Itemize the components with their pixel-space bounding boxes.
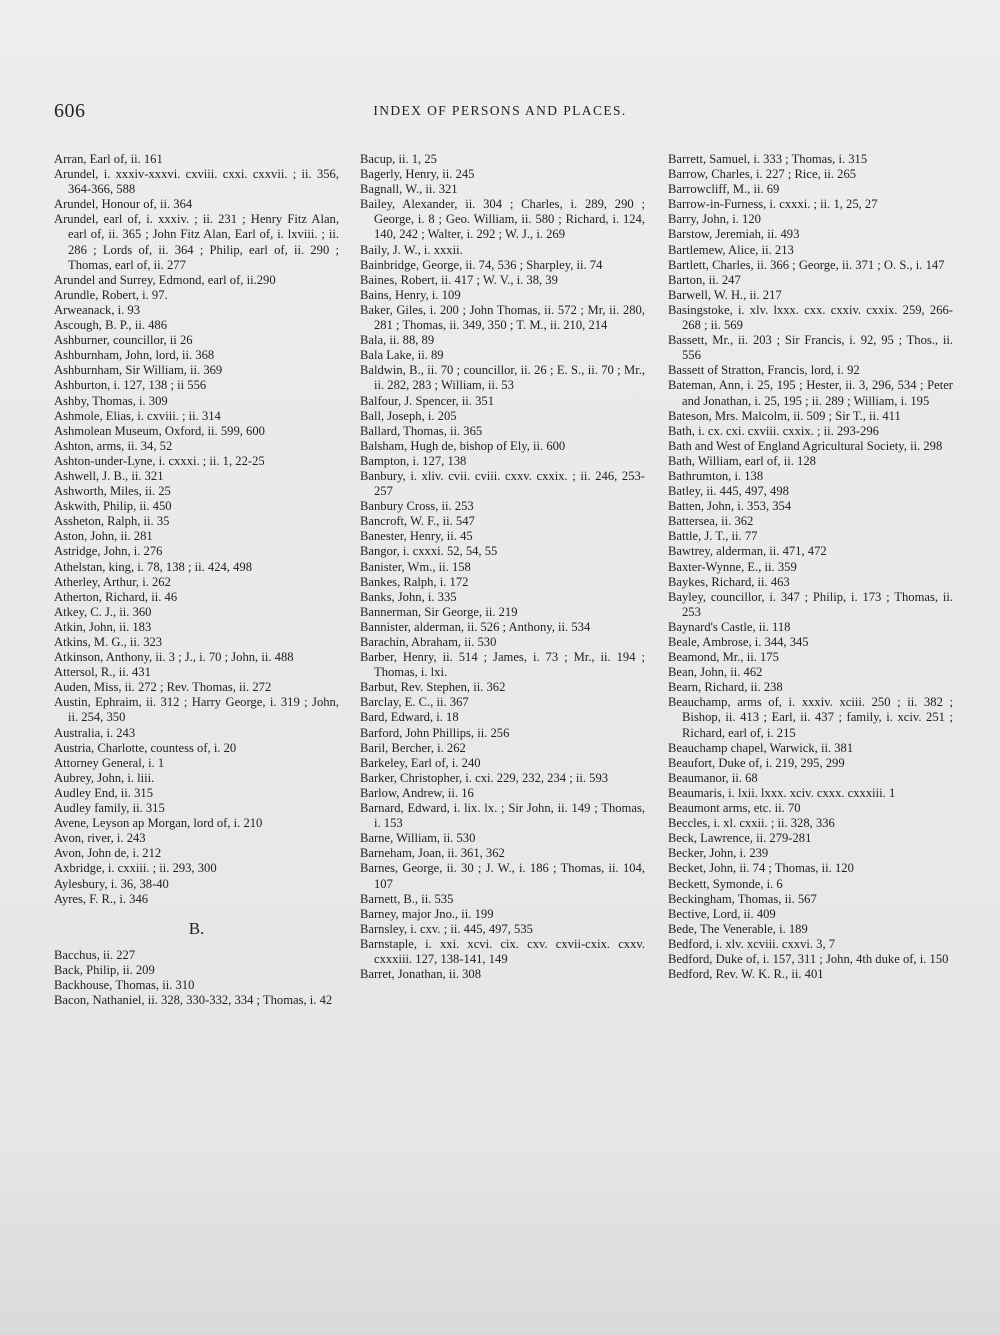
index-entry: Baily, J. W., i. xxxii.	[360, 242, 463, 257]
index-column-3	[668, 152, 953, 982]
index-entry: Barkeley, Earl of, i. 240	[360, 755, 481, 770]
index-entry: Bacchus, ii. 227	[54, 947, 136, 962]
index-entry: Barwell, W. H., ii. 217	[668, 287, 782, 302]
index-entry: Avene, Leyson ap Morgan, lord of, i. 210	[54, 816, 263, 831]
index-entry: Ascough, B. P., ii. 486	[54, 318, 168, 333]
index-entry: Askwith, Philip, ii. 450	[54, 499, 172, 514]
index-entry: Bannerman, Sir George, ii. 219	[360, 604, 518, 619]
index-entry: Barber, Henry, ii. 514 ; James, i. 73 ; Mr., ii. 194 ; Thomas, i. lxi.	[360, 650, 645, 680]
index-entry: Austria, Charlotte, countess of, i. 20	[54, 740, 237, 755]
index-entry: Banester, Henry, ii. 45	[360, 529, 473, 544]
index-entry: Ball, Joseph, i. 205	[360, 408, 457, 423]
index-entry: Bede, The Venerable, i. 189	[668, 921, 808, 936]
index-entry: Atherton, Richard, ii. 46	[54, 589, 178, 604]
index-entry: Batten, John, i. 353, 354	[668, 499, 792, 514]
index-entry: Baines, Robert, ii. 417 ; W. V., i. 38, 39	[360, 272, 558, 287]
index-entry: Bateman, Ann, i. 25, 195 ; Hester, ii. 3, 296, 534 ; Peter and Jonathan, i. 25, 195 ; ii. 289 ; William, i. 195	[668, 378, 953, 408]
index-entry: Atkey, C. J., ii. 360	[54, 604, 152, 619]
index-entry: Avon, river, i. 243	[54, 831, 146, 846]
index-entry: Bankes, Ralph, i. 172	[360, 574, 469, 589]
index-entry: Avon, John de, i. 212	[54, 846, 162, 861]
index-entry: Beale, Ambrose, i. 344, 345	[668, 635, 809, 649]
index-entry: Barlow, Andrew, ii. 16	[360, 785, 474, 800]
index-entry: Atkin, John, ii. 183	[54, 619, 152, 634]
index-entry: Austin, Ephraim, ii. 312 ; Harry George, i. 319 ; John, ii. 254, 350	[54, 695, 339, 725]
index-entry: Bancroft, W. F., ii. 547	[360, 514, 475, 529]
index-entry: Barton, ii. 247	[668, 272, 741, 287]
section-letter-heading: B.	[188, 918, 205, 938]
index-entry: Beaumont arms, etc. ii. 70	[668, 801, 801, 816]
index-entry: Battle, J. T., ii. 77	[668, 529, 758, 544]
index-entry: Barrowcliff, M., ii. 69	[668, 182, 780, 197]
index-entry: Backhouse, Thomas, ii. 310	[54, 977, 195, 992]
index-entry: Back, Philip, ii. 209	[54, 962, 155, 977]
index-entry: Ayres, F. R., i. 346	[54, 891, 149, 906]
index-entry: Beckett, Symonde, i. 6	[668, 876, 783, 891]
index-entry: Bampton, i. 127, 138	[360, 453, 467, 468]
index-entry: Barnstaple, i. xxi. xcvi. cix. cxv. cxvii-cxix. cxxv. cxxxiii. 127, 138-141, 149	[360, 936, 645, 966]
index-entry: Becker, John, i. 239	[668, 846, 769, 861]
index-entry: Balfour, J. Spencer, ii. 351	[360, 393, 494, 408]
index-entry: Bagerly, Henry, ii. 245	[360, 167, 475, 182]
index-entry: Atkins, M. G., ii. 323	[54, 635, 163, 649]
index-entry: Ashburner, councillor, ii 26	[54, 333, 193, 348]
index-entry: Basingstoke, i. xlv. lxxx. cxx. cxxiv. cxxix. 259, 266-268 ; ii. 569	[668, 302, 953, 333]
index-entry: Bawtrey, alderman, ii. 471, 472	[668, 544, 827, 559]
index-entry: Baynard's Castle, ii. 118	[668, 619, 791, 634]
index-entry: Barbut, Rev. Stephen, ii. 362	[360, 680, 506, 695]
index-entry: Bedford, i. xlv. xcviii. cxxvi. 3, 7	[668, 936, 836, 951]
index-entry: Bassett, Mr., ii. 203 ; Sir Francis, i. 92, 95 ; Thos., ii. 556	[668, 333, 953, 363]
index-entry: Arundel, Honour of, ii. 364	[54, 197, 193, 212]
index-entry: Baykes, Richard, ii. 463	[668, 574, 790, 589]
index-entry: Ashby, Thomas, i. 309	[54, 393, 168, 408]
index-entry: Bateson, Mrs. Malcolm, ii. 509 ; Sir T., ii. 411	[668, 408, 901, 423]
index-entry: Beaufort, Duke of, i. 219, 295, 299	[668, 755, 845, 770]
index-entry: Bailey, Alexander, ii. 304 ; Charles, i. 289, 290 ; George, i. 8 ; Geo. William, ii. 580 ; Richard, i. 124, 140, 242 ; Walter, i. 292 ; W. J., i. 269	[360, 197, 645, 242]
index-entry: Bedford, Duke of, i. 157, 311 ; John, 4th duke of, i. 150	[668, 951, 949, 966]
index-entry: Barstow, Jeremiah, ii. 493	[668, 227, 800, 242]
index-entry: Beaumanor, ii. 68	[668, 770, 758, 785]
index-entry: Bath, William, earl of, ii. 128	[668, 453, 816, 468]
index-entry: Bassett of Stratton, Francis, lord, i. 92	[668, 363, 860, 378]
index-entry: Audley family, ii. 315	[54, 801, 165, 816]
index-entry: Bacon, Nathaniel, ii. 328, 330-332, 334 ; Thomas, i. 42	[54, 993, 333, 1008]
index-entry: Australia, i. 243	[54, 725, 136, 740]
index-entry: Ballard, Thomas, ii. 365	[360, 423, 483, 438]
index-entry: Barnett, B., ii. 535	[360, 891, 454, 906]
index-entry: Bathrumton, i. 138	[668, 468, 764, 483]
index-entry: Barnard, Edward, i. lix. lx. ; Sir John, ii. 149 ; Thomas, i. 153	[360, 801, 645, 831]
index-entry: Audley End, ii. 315	[54, 785, 153, 800]
index-entry: Arundle, Robert, i. 97.	[54, 287, 168, 302]
index-entry: Barret, Jonathan, ii. 308	[360, 967, 482, 982]
index-entry: Beccles, i. xl. cxxii. ; ii. 328, 336	[668, 816, 835, 831]
index-entry: Bartlett, Charles, ii. 366 ; George, ii. 371 ; O. S., i. 147	[668, 257, 945, 272]
index-entry: Becket, John, ii. 74 ; Thomas, ii. 120	[668, 861, 854, 876]
index-entry: Auden, Miss, ii. 272 ; Rev. Thomas, ii. 272	[54, 680, 272, 695]
index-entry: Ashmole, Elias, i. cxviii. ; ii. 314	[54, 408, 221, 423]
index-entry: Bannister, alderman, ii. 526 ; Anthony, ii. 534	[360, 619, 591, 634]
index-entry: Barnsley, i. cxv. ; ii. 445, 497, 535	[360, 921, 533, 936]
index-entry: Barry, John, i. 120	[668, 212, 761, 227]
index-entry: Bedford, Rev. W. K. R., ii. 401	[668, 967, 824, 982]
index-entry: Beaumaris, i. lxii. lxxx. xciv. cxxx. cxxxiii. 1	[668, 785, 896, 800]
index-entry: Barney, major Jno., ii. 199	[360, 906, 494, 921]
index-entry: Ashburnham, Sir William, ii. 369	[54, 363, 223, 378]
index-entry: Baril, Bercher, i. 262	[360, 740, 466, 755]
index-entry: Beck, Lawrence, ii. 279-281	[668, 831, 812, 846]
index-entry: Bath and West of England Agricultural Society, ii. 298	[668, 438, 943, 453]
index-entry: Barnes, George, ii. 30 ; J. W., i. 186 ; Thomas, ii. 104, 107	[360, 861, 645, 891]
index-entry: Barachin, Abraham, ii. 530	[360, 635, 497, 649]
index-entry: Bagnall, W., ii. 321	[360, 182, 458, 197]
index-entry: Astridge, John, i. 276	[54, 544, 163, 559]
index-entry: Baker, Giles, i. 200 ; John Thomas, ii. 572 ; Mr, ii. 280, 281 ; Thomas, ii. 349, 350 ; T. M., ii. 210, 214	[360, 302, 645, 333]
index-entry: Bainbridge, George, ii. 74, 536 ; Sharpley, ii. 74	[360, 257, 603, 272]
page-number: 606	[54, 100, 86, 122]
index-entry: Arundel and Surrey, Edmond, earl of, ii.290	[54, 272, 276, 287]
index-entry: Bard, Edward, i. 18	[360, 710, 459, 725]
index-entry: Ashburnham, John, lord, ii. 368	[54, 348, 215, 363]
index-entry: Atkinson, Anthony, ii. 3 ; J., i. 70 ; John, ii. 488	[54, 650, 294, 665]
index-entry: Barford, John Phillips, ii. 256	[360, 725, 510, 740]
index-entry: Axbridge, i. cxxiii. ; ii. 293, 300	[54, 861, 217, 876]
index-entry: Bains, Henry, i. 109	[360, 287, 461, 302]
index-entry: Barker, Christopher, i. cxi. 229, 232, 234 ; ii. 593	[360, 770, 609, 785]
index-entry: Attersol, R., ii. 431	[54, 665, 151, 680]
index-entry: Barrow-in-Furness, i. cxxxi. ; ii. 1, 25, 27	[668, 197, 878, 212]
running-head: INDEX OF PERSONS AND PLACES.	[373, 103, 627, 118]
index-entry: Ashton-under-Lyne, i. cxxxi. ; ii. 1, 22-25	[54, 453, 265, 468]
index-entry: Aubrey, John, i. liii.	[54, 770, 155, 785]
index-entry: Attorney General, i. 1	[54, 755, 165, 770]
index-entry: Banbury, i. xliv. cvii. cviii. cxxv. cxxix. ; ii. 246, 253-257	[360, 468, 645, 499]
index-entry: Ashburton, i. 127, 138 ; ii 556	[54, 378, 207, 393]
index-entry: Beckingham, Thomas, ii. 567	[668, 891, 817, 906]
index-entry: Beauchamp chapel, Warwick, ii. 381	[668, 740, 854, 755]
index-entry: Balsham, Hugh de, bishop of Ely, ii. 600	[360, 438, 566, 453]
index-entry: Bala Lake, ii. 89	[360, 348, 444, 363]
index-entry: Baxter-Wynne, E., ii. 359	[668, 559, 797, 574]
index-entry: Arundel, i. xxxiv-xxxvi. cxviii. cxxi. cxxvii. ; ii. 356, 364-366, 588	[54, 167, 339, 197]
index-entry: Bala, ii. 88, 89	[360, 333, 435, 348]
index-entry: Banks, John, i. 335	[360, 589, 457, 604]
index-entry: Beauchamp, arms of, i. xxxiv. xciii. 250 ; ii. 382 ; Bishop, ii. 413 ; Earl, ii. 437 ; family, i. xciv. 251 ; Richard, earl of, i. 215	[668, 695, 953, 740]
index-entry: Aylesbury, i. 36, 38-40	[54, 876, 169, 891]
index-entry: Bangor, i. cxxxi. 52, 54, 55	[360, 544, 498, 559]
index-entry: Barneham, Joan, ii. 361, 362	[360, 846, 505, 861]
index-entry: Aston, John, ii. 281	[54, 529, 153, 544]
index-entry: Ashton, arms, ii. 34, 52	[54, 438, 173, 453]
index-entry: Batley, ii. 445, 497, 498	[668, 484, 789, 499]
index-entry: Barrett, Samuel, i. 333 ; Thomas, i. 315	[668, 152, 868, 166]
index-entry: Baldwin, B., ii. 70 ; councillor, ii. 26 ; E. S., ii. 70 ; Mr., ii. 282, 283 ; William, ii. 53	[360, 363, 645, 393]
index-entry: Bective, Lord, ii. 409	[668, 906, 776, 921]
index-entry: Arweanack, i. 93	[54, 302, 141, 317]
index-entry: Bartlemew, Alice, ii. 213	[668, 242, 794, 257]
index-entry: Bean, John, ii. 462	[668, 665, 763, 680]
index-entry: Banister, Wm., ii. 158	[360, 559, 471, 574]
index-entry: Ashworth, Miles, ii. 25	[54, 484, 171, 499]
index-entry: Bacup, ii. 1, 25	[360, 152, 437, 166]
index-entry: Barne, William, ii. 530	[360, 831, 476, 846]
index-column-2	[360, 152, 645, 982]
index-entry: Ashwell, J. B., ii. 321	[54, 468, 164, 483]
index-entry: Beamond, Mr., ii. 175	[668, 650, 779, 665]
index-entry: Barrow, Charles, i. 227 ; Rice, ii. 265	[668, 167, 857, 182]
index-entry: Barclay, E. C., ii. 367	[360, 695, 469, 710]
index-entry: Athelstan, king, i. 78, 138 ; ii. 424, 498	[54, 559, 252, 574]
index-entry: Arran, Earl of, ii. 161	[54, 152, 163, 166]
index-entry: Bearn, Richard, ii. 238	[668, 680, 783, 695]
index-entry: Bayley, councillor, i. 347 ; Philip, i. 173 ; Thomas, ii. 253	[668, 589, 953, 619]
index-entry: Banbury Cross, ii. 253	[360, 499, 474, 514]
index-entry: Bath, i. cx. cxi. cxviii. cxxix. ; ii. 293-296	[668, 423, 879, 438]
index-entry: Arundel, earl of, i. xxxiv. ; ii. 231 ; Henry Fitz Alan, earl of, ii. 365 ; John Fitz Alan, Earl of, i. lxviii. ; ii. 286 ; Lords of, ii. 364 ; Philip, earl of, ii. 290 ; Thomas, earl of, ii. 277	[54, 212, 339, 272]
index-entry: Atherley, Arthur, i. 262	[54, 574, 171, 589]
index-entry: Ashmolean Museum, Oxford, ii. 599, 600	[54, 423, 265, 438]
index-entry: Assheton, Ralph, ii. 35	[54, 514, 170, 529]
index-column-1	[54, 152, 339, 1008]
index-entry: Battersea, ii. 362	[668, 514, 754, 529]
